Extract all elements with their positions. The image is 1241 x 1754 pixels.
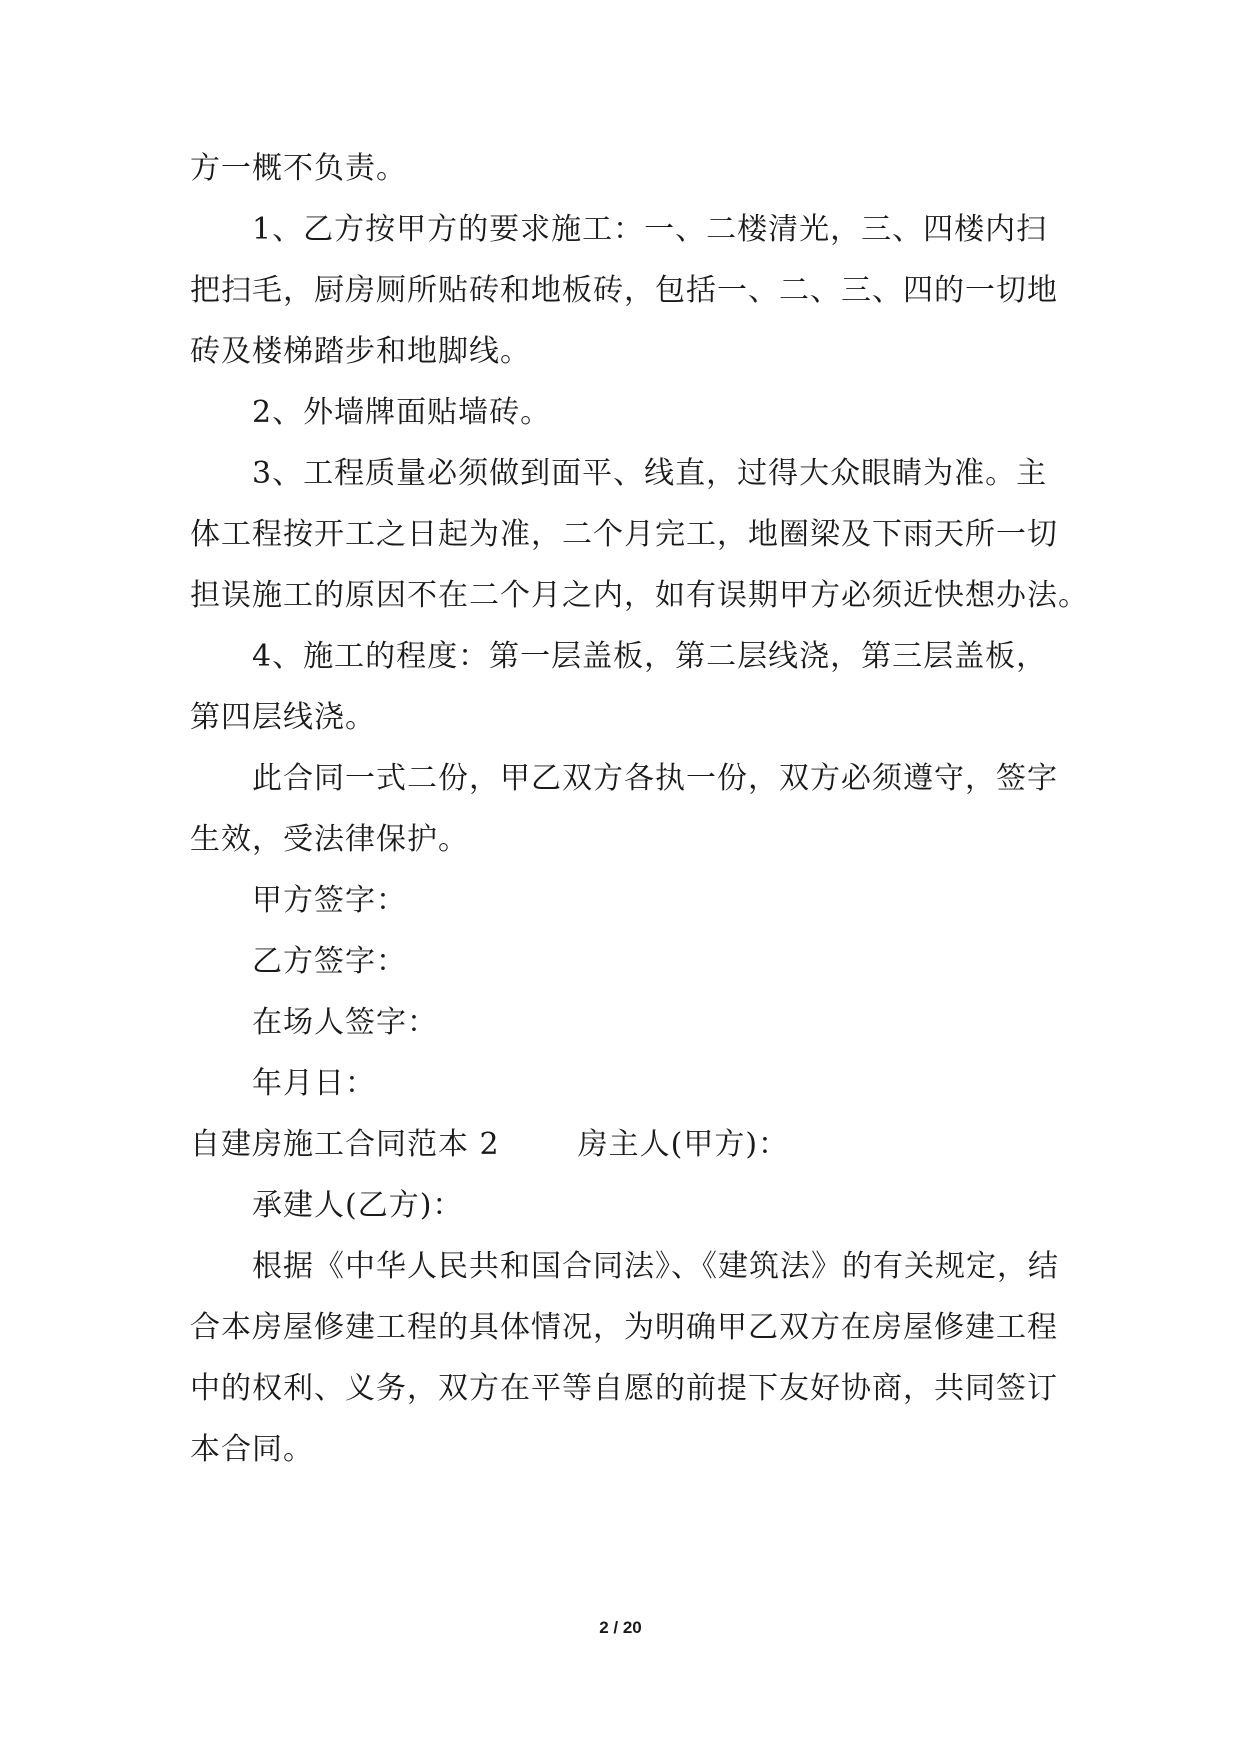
paragraph-line: 砖及楼梯踏步和地脚线。: [190, 334, 531, 369]
party-a-signature-label: 甲方签字：: [252, 883, 407, 918]
contractor-party-label: 承建人(乙方)：: [252, 1188, 464, 1223]
paragraph-line: 此合同一式二份，甲乙双方各执一份，双方必须遵守，签字: [252, 761, 1058, 796]
paragraph-line: 根据《中华人民共和国合同法》、《建筑法》的有关规定，结: [252, 1249, 1059, 1284]
paragraph-line: 4、施工的程度：第一层盖板，第二层线浇，第三层盖板，: [252, 639, 1048, 674]
contract-heading-row: [190, 1125, 1070, 1165]
paragraph-line: 生效，受法律保护。: [190, 822, 469, 857]
paragraph-line: 合本房屋修建工程的具体情况，为明确甲乙双方在房屋修建工程: [190, 1310, 1058, 1345]
paragraph-line: 本合同。: [190, 1432, 314, 1467]
paragraph-line: 3、工程质量必须做到面平、线直，过得大众眼睛为准。主: [252, 456, 1048, 491]
witness-signature-label: 在场人签字：: [252, 1005, 438, 1040]
paragraph-line: 中的权利、义务，双方在平等自愿的前提下友好协商，共同签订: [190, 1371, 1058, 1406]
owner-party-label: 房主人(甲方)：: [577, 1127, 790, 1162]
paragraph-line: 1、乙方按甲方的要求施工：一、二楼清光，三、四楼内扫: [252, 212, 1048, 247]
paragraph-line: 体工程按开工之日起为准，二个月完工，地圈梁及下雨天所一切: [190, 517, 1058, 552]
page-number: 2 / 20: [599, 1618, 642, 1637]
contract-title: 自建房施工合同范本 2: [190, 1127, 500, 1162]
paragraph-line: 2、外墙牌面贴墙砖。: [252, 395, 552, 430]
party-b-signature-label: 乙方签字：: [252, 944, 407, 979]
paragraph-line: 第四层线浇。: [190, 700, 376, 735]
paragraph-line: 把扫毛，厨房厕所贴砖和地板砖，包括一、二、三、四的一切地: [190, 273, 1058, 308]
paragraph-line: 担误施工的原因不在二个月之内，如有误期甲方必须近快想办法。: [190, 578, 1089, 613]
paragraph-line: 方一概不负责。: [190, 151, 407, 186]
date-label: 年月日：: [252, 1066, 376, 1101]
